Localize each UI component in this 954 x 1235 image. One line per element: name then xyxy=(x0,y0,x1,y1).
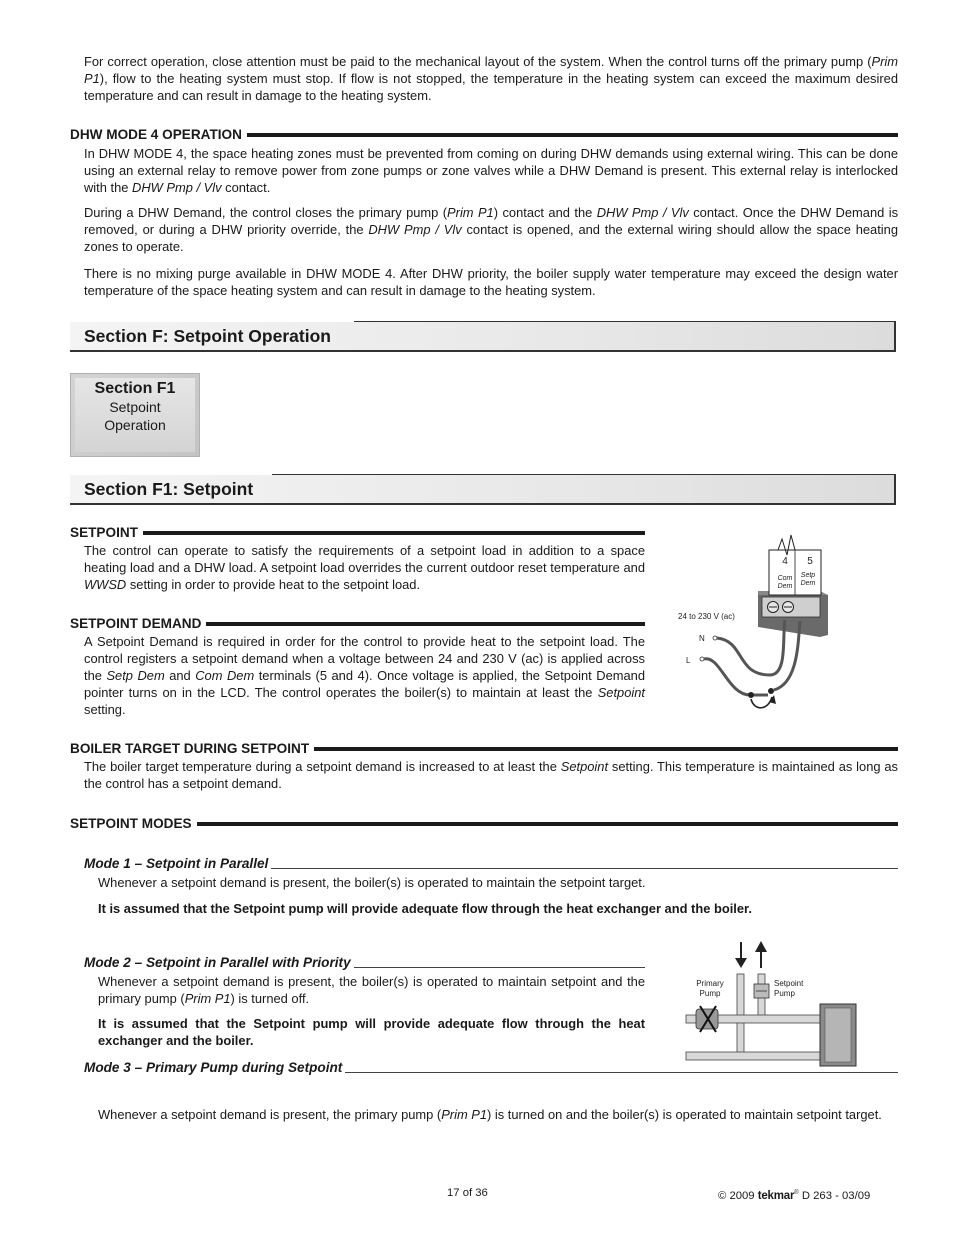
mode2-paragraph-2: It is assumed that the Setpoint pump will provide adequate flow through the heat exchanger and the boiler. xyxy=(98,1016,645,1048)
setp-dem-label-2: Dem xyxy=(800,580,816,587)
boiler-target-paragraph: The boiler target temperature during a setpoint demand is increased to at least the Setpoint setting. This temperature is maintained as long as the control has a setpoint demand. xyxy=(84,759,898,791)
section-f1-tab-line2: Operation xyxy=(104,417,166,433)
section-f-header xyxy=(70,322,896,352)
mode2-paragraph-1: Whenever a setpoint demand is present, the boiler(s) is operated to maintain setpoint and the primary pump (Prim P1) is turned off. xyxy=(98,974,645,1006)
setpoint-modes-heading: SETPOINT MODES xyxy=(70,815,898,832)
setpoint-demand-wiring-diagram xyxy=(670,525,860,715)
page-number: 17 of 36 xyxy=(447,1187,488,1199)
terminal-5-label: 5 xyxy=(807,556,813,567)
setpoint-pump-label: Setpoint xyxy=(774,979,804,988)
setpoint-heading: SETPOINT xyxy=(70,524,645,541)
mode3-heading: Mode 3 – Primary Pump during Setpoint xyxy=(84,1059,898,1076)
mode2-heading: Mode 2 – Setpoint in Parallel with Priority xyxy=(84,954,645,971)
com-dem-label-2: Dem xyxy=(777,583,793,590)
mode1-heading: Mode 1 – Setpoint in Parallel xyxy=(84,855,898,872)
primary-pump-label: Primary xyxy=(696,979,724,988)
mode2-pump-diagram xyxy=(682,938,862,1068)
dhw-mode4-paragraph-1: In DHW MODE 4, the space heating zones must be prevented from coming on during DHW demands using external wiring. This can be done using an external relay to remove power from zone pumps or zone valves while a DHW Demand is present. This external relay is interlocked with the DHW Pmp / Vlv contact. xyxy=(84,146,898,195)
section-f1-header xyxy=(70,475,896,505)
dhw-mode4-paragraph-3: There is no mixing purge available in DHW MODE 4. After DHW priority, the boiler supply water temperature may exceed the design water temperature of the space heating system and can result in damage to the heating system. xyxy=(84,266,898,298)
setp-dem-label: Setp xyxy=(800,572,816,579)
mode3-paragraph: Whenever a setpoint demand is present, the primary pump (Prim P1) is turned on and the boiler(s) is operated to maintain setpoint target. xyxy=(98,1107,882,1122)
document-code: D 263 - 03/09 xyxy=(801,1189,871,1202)
voltage-label: 24 to 230 V (ac) xyxy=(678,612,735,621)
setpoint-demand-paragraph: A Setpoint Demand is required in order for the control to provide heat to the setpoint load. The control registers a setpoint demand when a voltage between 24 and 230 V (ac) is applied across the Setp Dem and Com Dem terminals (5 and 4). Once voltage is applied, the Setpoint Demand pointer turns on in the LCD. The control operates the boiler(s) to maintain at least the Setpoint setting. xyxy=(84,634,645,717)
section-f1-title: Section F1: Setpoint xyxy=(84,479,254,499)
section-f1-tab[interactable] xyxy=(70,373,200,457)
tekmar-logo: tekmar xyxy=(757,1189,795,1202)
registered-mark: ® xyxy=(794,1190,799,1196)
primary-pump-label-2: Pump xyxy=(699,989,721,998)
intro-paragraph: For correct operation, close attention must be paid to the mechanical layout of the system. When the control turns off the primary pump (Prim P1), flow to the heating system must stop. If flow is not stopped, the temperature in the heating system can exceed the maximum desired temperature and can result in damage to the heating system. xyxy=(84,54,898,103)
line-label: L xyxy=(686,656,691,665)
switch-contact xyxy=(751,697,772,708)
neutral-label: N xyxy=(699,634,705,643)
mode1-paragraph-1: Whenever a setpoint demand is present, the boiler(s) is operated to maintain the setpoint target. xyxy=(98,875,646,890)
dhw-mode4-paragraph-2: During a DHW Demand, the control closes the primary pump (Prim P1) contact and the DHW Pmp / Vlv contact. Once the DHW Demand is removed, or during a DHW priority override, the DHW Pmp / Vlv contact is opened, and the external wiring should allow the space heating zones to operate. xyxy=(84,205,899,254)
terminal-4-label: 4 xyxy=(782,556,788,567)
setpoint-demand-heading: SETPOINT DEMAND xyxy=(70,615,645,632)
section-f-title: Section F: Setpoint Operation xyxy=(84,326,331,346)
mode1-paragraph-2: It is assumed that the Setpoint pump will provide adequate flow through the heat exchanger and the boiler. xyxy=(98,901,752,916)
dhw-mode4-heading: DHW MODE 4 OPERATION xyxy=(70,126,898,143)
footer-copyright: © 2009 tekmar® D 263 - 03/09 xyxy=(718,1189,871,1202)
section-f1-tab-line1: Setpoint xyxy=(109,399,161,415)
com-dem-label: Com xyxy=(777,575,793,582)
boiler-target-heading: BOILER TARGET DURING SETPOINT xyxy=(70,740,898,757)
setpoint-paragraph: The control can operate to satisfy the requirements of a setpoint load in addition to a space heating load and a DHW load. A setpoint load overrides the current outdoor reset temperature and WWSD setting in order to provide heat to the setpoint load. xyxy=(84,543,645,592)
section-f1-tab-title: Section F1 xyxy=(94,380,176,397)
setpoint-pump-label-2: Pump xyxy=(774,989,795,998)
line-wire xyxy=(704,659,768,695)
